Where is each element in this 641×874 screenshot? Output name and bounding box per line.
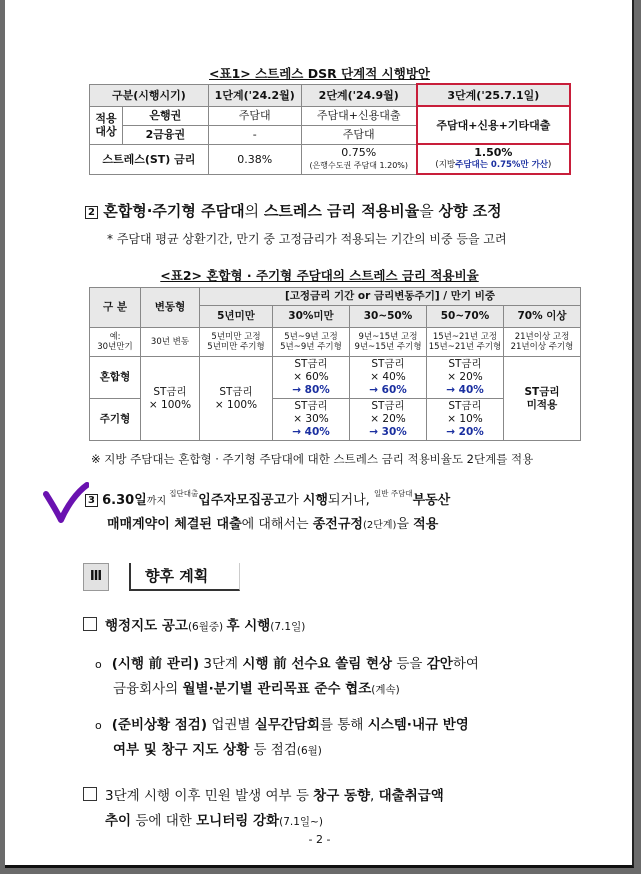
t2-h-col-3: 50~70%: [427, 306, 504, 328]
s3-l2-b: 매매계약이 체결된 대출: [107, 517, 242, 532]
s3-l2-t: 에 대해서는: [241, 517, 313, 532]
s3-l2-t2: (2단계): [362, 520, 397, 531]
t2-ex-4: 15년~21년 고정 15년~21년 주기형: [427, 328, 504, 357]
plan-sub1-line1: o (시행 前 관리) 3단계 시행 前 선수요 쏠림 현상 등을 감안하여: [95, 656, 479, 672]
table1-caption: <표1> 스트레스 DSR 단계적 시행방안: [209, 66, 430, 81]
plan-sub1-line2: 금융회사의 월별·분기별 관리목표 준수 협조(계속): [113, 681, 400, 697]
t1-rate-3-note-pre: (지방: [435, 160, 456, 170]
section2-title-e: 상향 조정: [438, 202, 502, 220]
section2-title-b: 의: [244, 202, 264, 220]
checkbox-icon: [83, 787, 97, 801]
section2-title-c: 스트레스 금리 적용비율: [263, 202, 420, 220]
t1-rate-2-value: 0.75%: [341, 146, 377, 159]
t2-periodic-2: ST금리 × 10% → 20%: [427, 399, 504, 441]
plan1-small2: (7.1일): [270, 621, 306, 633]
t1-stage3-target: 주담대+신용+기타대출: [417, 106, 570, 144]
table2-caption: <표2> 혼합형 · 주기형 주담대의 스트레스 금리 적용비율: [160, 268, 479, 283]
plan-item1: [83, 614, 305, 634]
t2-mixed-1: ST금리 × 40% → 60%: [350, 357, 427, 399]
s3-t1: 되거나,: [328, 493, 374, 508]
stress-dsr-table: [89, 83, 571, 175]
section4-title: 향후 계획: [145, 567, 209, 585]
t1-rate-3: [417, 144, 570, 174]
t1-header-2: 2단계('24.9월): [301, 84, 417, 106]
t1-second-2: 주담대: [301, 125, 417, 144]
plan1-small: (6월중): [187, 621, 227, 633]
t1-rate-3-note-blue: 주담대는 0.75%만 가산: [455, 160, 549, 170]
t2-mixed-2: ST금리 × 20% → 40%: [427, 357, 504, 399]
t2-mixed-0: ST금리 × 60% → 80%: [273, 357, 350, 399]
table2-note: ※ 지방 주담대는 혼합형 · 주기형 주담대에 대한 스트레스 금리 적용비율도 2단계를 적용: [91, 452, 534, 466]
t2-ex-5: 21년이상 고정 21년이상 주기형: [504, 328, 581, 357]
t2-h-group: [고정금리 기간 or 금리변동주기] / 만기 비중: [200, 288, 581, 306]
t1-rate-3-note-post: ): [548, 160, 552, 170]
s3-l2-b2: 종전규정: [312, 517, 363, 532]
section4-title-box: [129, 563, 240, 591]
bullet-icon: o: [95, 658, 102, 671]
section2-title-d: 을: [419, 202, 439, 220]
plan1-bold: 행정지도 공고: [105, 618, 188, 634]
checkmark-icon: [43, 482, 89, 524]
t2-lt5-value: ST금리 × 100%: [200, 357, 273, 441]
s3-b2: 시행: [302, 493, 328, 508]
t2-over70: ST금리 미적용: [504, 357, 581, 441]
s3-date: 6.30일: [102, 493, 147, 508]
t2-h-col-4: 70% 이상: [504, 306, 581, 328]
section2-title-a: 혼합형·주기형 주담대: [103, 202, 245, 220]
t2-ex-label: 예: 30년만기: [90, 328, 141, 357]
t1-rate-2-note: (은행수도권 주담대 1.20%): [309, 161, 409, 170]
t2-row-mixed: 혼합형: [90, 357, 141, 399]
s3-kkaji: 까지: [146, 496, 170, 507]
plan-item2-line2: 추이 등에 대한 모니터링 강화(7.1일~): [105, 813, 323, 829]
s3-ga: 가: [286, 493, 303, 508]
t1-header-1: 1단계('24.2월): [208, 84, 301, 106]
t1-rate-2: [301, 144, 417, 174]
t1-header-3: 3단계('25.7.1일): [417, 84, 570, 106]
stress-ratio-table: [89, 287, 581, 441]
section4-numeral: Ⅲ: [89, 569, 103, 584]
t2-var-value: ST금리 × 100%: [141, 357, 200, 441]
t2-ex-1: 5년미만 고정 5년미만 주기형: [200, 328, 273, 357]
plan-sub2-line1: o (준비상황 점검) 업권별 실무간담회를 통해 시스템·내규 반영: [95, 717, 469, 733]
t2-h-col-1: 30%미만: [273, 306, 350, 328]
section2-heading: [85, 200, 502, 221]
t1-rate-label: 스트레스(ST) 금리: [90, 144, 209, 174]
plan-sub2-line2: 여부 및 창구 지도 상황 등 점검(6월): [113, 742, 322, 758]
t1-second-1: -: [208, 125, 301, 144]
section4-numeral-box: [83, 563, 109, 591]
t1-rate-1: 0.38%: [208, 144, 301, 174]
t1-second-label: 2금융권: [123, 125, 209, 144]
t2-ex-2: 5년~9년 고정 5년~9년 주기형: [273, 328, 350, 357]
t2-ex-0: 30년 변동: [141, 328, 200, 357]
t1-bank-1: 주담대: [208, 106, 301, 125]
section3-line1: [85, 488, 450, 508]
t2-h-col-0: 5년미만: [200, 306, 273, 328]
t2-ex-3: 9년~15년 고정 9년~15년 주기형: [350, 328, 427, 357]
section2-number: 2: [85, 206, 98, 219]
t2-h-gubun: 구 분: [90, 288, 141, 328]
t2-h-var: 변동형: [141, 288, 200, 328]
t2-h-col-2: 30~50%: [350, 306, 427, 328]
document-page: [5, 0, 634, 868]
s3-b3: 부동산: [412, 493, 451, 508]
s3-sup1: 집단대출: [169, 489, 199, 498]
t2-periodic-0: ST금리 × 30% → 40%: [273, 399, 350, 441]
t1-rate-3-value: 1.50%: [474, 146, 513, 159]
s3-l2-b3: 적용: [413, 517, 439, 532]
t2-periodic-1: ST금리 × 20% → 30%: [350, 399, 427, 441]
section3-line2: [107, 513, 438, 532]
page-number: - 2 -: [308, 833, 331, 846]
section3-number: 3: [85, 494, 98, 507]
plan-item2-line1: 3단계 시행 이후 민원 발생 여부 등 창구 동향, 대출취급액: [83, 784, 444, 804]
t2-row-periodic: 주기형: [90, 399, 141, 441]
plan1-bold2: 후 시행: [226, 618, 271, 634]
t1-bank-label: 은행권: [123, 106, 209, 125]
checkbox-icon: [83, 617, 97, 631]
t1-row-label: 적용 대상: [90, 106, 123, 144]
s3-l2-t3: 을: [396, 517, 414, 532]
t1-header-0: 구분(시행시기): [90, 84, 209, 106]
section2-note: * 주담대 평균 상환기간, 만기 중 고정금리가 적용되는 기간의 비중 등을 고려: [107, 232, 507, 246]
s3-b1: 입주자모집공고: [198, 493, 287, 508]
bullet-icon: o: [95, 719, 102, 732]
s3-sup2: 일반 주담대: [373, 489, 413, 498]
t1-bank-2: 주담대+신용대출: [301, 106, 417, 125]
